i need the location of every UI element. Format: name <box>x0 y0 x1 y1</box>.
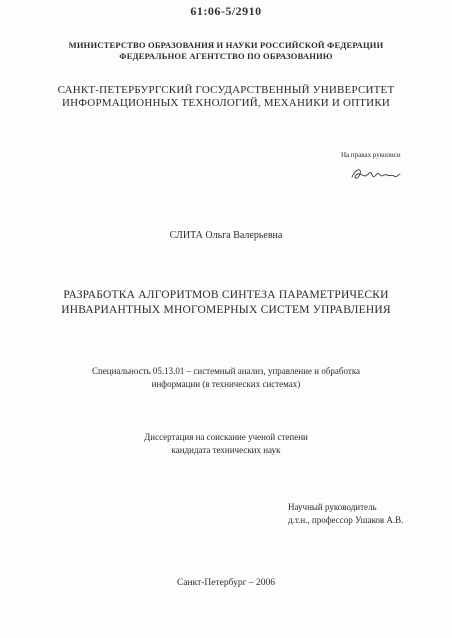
specialty-line-2: информации (в технических системах) <box>151 379 301 389</box>
supervisor-label: Научный руководитель <box>288 502 377 512</box>
city-year: Санкт-Петербург – 2006 <box>176 578 275 588</box>
catalog-number: 61:06-5/2910 <box>190 4 262 18</box>
ministry-line: МИНИСТЕРСТВО ОБРАЗОВАНИЯ И НАУКИ РОССИЙСКОЙ ФЕДЕРАЦИИ <box>68 40 384 50</box>
degree-line-2: кандидата технических наук <box>171 445 281 455</box>
university-line-1: САНКТ-ПЕТЕРБУРГСКИЙ ГОСУДАРСТВЕННЫЙ УНИВЕРСИТЕТ <box>57 84 395 96</box>
title-line-1: РАЗРАБОТКА АЛГОРИТМОВ СИНТЕЗА ПАРАМЕТРИЧЕСКИ <box>63 289 389 301</box>
degree-statement <box>0 431 452 457</box>
degree-line-1: Диссертация на соискание ученой степени <box>144 432 308 442</box>
supervisor-name: д.т.н., профессор Ушаков А.В. <box>288 515 404 525</box>
manuscript-rights-note: На правах рукописи <box>341 151 401 159</box>
ministry-header <box>0 40 452 62</box>
university-name <box>0 84 452 110</box>
author-name: СЛИТА Ольга Валерьевна <box>169 230 283 241</box>
specialty-text <box>0 365 452 391</box>
title-line-2: ИНВАРИАНТНЫХ МНОГОМЕРНЫХ СИСТЕМ УПРАВЛЕНИЯ <box>61 304 391 316</box>
dissertation-title <box>0 288 452 318</box>
university-line-2: ИНФОРМАЦИОННЫХ ТЕХНОЛОГИЙ, МЕХАНИКИ И ОПТИКИ <box>61 97 390 109</box>
handwritten-signature <box>350 164 402 184</box>
agency-line: ФЕДЕРАЛЬНОЕ АГЕНТСТВО ПО ОБРАЗОВАНИЮ <box>119 51 333 61</box>
specialty-line-1: Специальность 05.13.01 – системный анализ, управление и обработка <box>91 366 361 376</box>
supervisor-block <box>288 501 403 527</box>
